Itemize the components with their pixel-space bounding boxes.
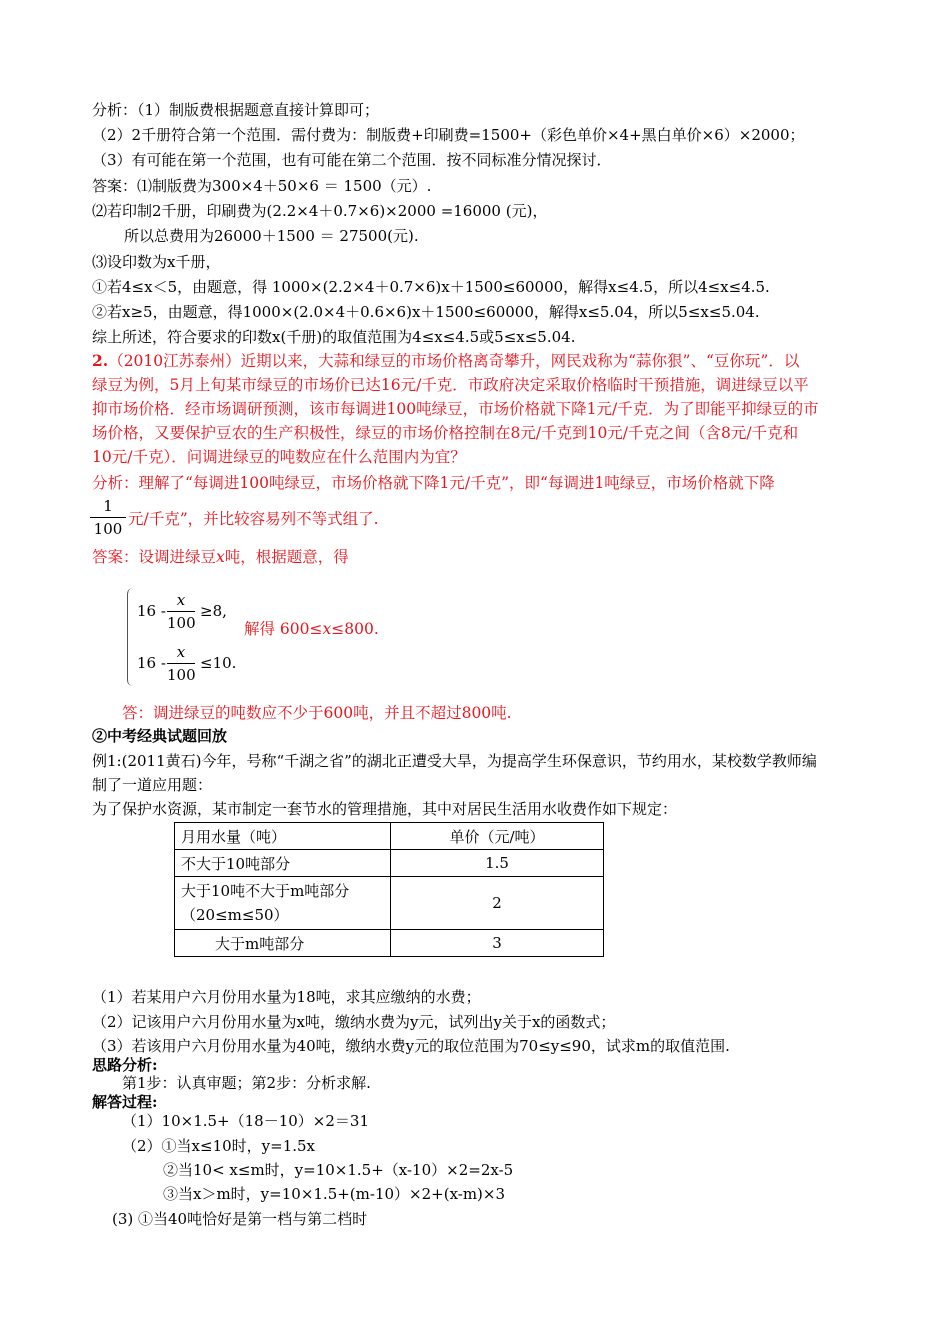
answer-line-7: 综上所述，符合要求的印数x(千册)的取值范围为4≤x≤4.5或5≤x≤5.04. [92,328,576,346]
ineq2-fraction: x 100 [167,643,196,684]
solution-title: 解答过程: [92,1093,158,1111]
problem2-line-3: 抑市场价格．经市场调研预测，该市每调进100吨绿豆，市场价格就下降1元/千克．为了即能平抑绿豆的市 [92,400,819,418]
solution-step-2: （2）①当x≤10时，y=1.5x [122,1137,316,1155]
problem2-final-answer: 答：调进绿豆的吨数应不少于600吨，并且不超过800吨. [122,704,512,722]
ineq2-right: ≤10. [200,654,237,672]
answer-line-3: 所以总费用为26000＋1500 ＝ 27500(元). [124,227,419,245]
solution-step-4: ③当x＞m时，y=10×1.5+(m-10）×2+(x-m)×3 [163,1185,506,1203]
table-header-cell: 月用水量（吨） [175,823,391,850]
analysis-line-2: （2）2千册符合第一个范围．需付费为：制版费+印刷费=1500+（彩色单价×4+黑白单价×6）×2000； [92,126,805,144]
inequality-brace [127,588,136,686]
table-cell: 3 [391,930,604,957]
example-line-3: 为了保护水资源，某市制定一套节水的管理措施，其中对居民生活用水收费作如下规定： [92,800,678,818]
water-price-table [174,822,604,957]
solve-result: 解得 600≤x≤800. [244,620,379,638]
thinking-title: 思路分析: [92,1056,158,1074]
fraction-1-over-100: 1 100 [90,497,126,538]
problem2-analysis-line-1: 分析：理解了“每调进100吨绿豆，市场价格就下降1元/千克”，即“每调进1吨绿豆，市场价格就下降 [92,474,775,492]
example-line-1: 例1:(2011黄石)今年，号称“千湖之省”的湖北正遭受大旱，为提高学生环保意识，节约用水，某校数学教师编 [92,752,817,770]
example-line-2: 制了一道应用题： [92,776,213,794]
answer-line-1: 答案：⑴制版费为300×4＋50×6 ＝ 1500（元）. [92,177,432,195]
section-title: ②中考经典试题回放 [92,727,228,745]
ineq1-fraction: x 100 [167,591,196,632]
table-row [175,850,604,877]
thinking-steps: 第1步：认真审题；第2步：分析求解. [122,1074,371,1092]
problem2-number: 2. [92,351,109,370]
table-header-row [175,823,604,850]
answer-line-5: ①若4≤x＜5，由题意，得 1000×(2.2×4＋0.7×6)x＋1500≤60000，解得x≤4.5，所以4≤x≤4.5. [92,278,770,296]
solution-step-3: ②当10< x≤m时，y=10×1.5+（x-10）×2=2x-5 [163,1161,514,1179]
table-header-cell: 单价（元/吨） [391,823,604,850]
problem2-line-4: 场价格，又要保护豆农的生产积极性，绿豆的市场价格控制在8元/千克到10元/千克之间（含8元/千克和 [92,424,799,442]
table-cell: 1.5 [391,850,604,877]
answer-line-2: ⑵若印制2千册，印刷费为(2.2×4＋0.7×6)×2000 =16000 (元)， [92,202,548,220]
ineq2-left: 16 - [137,654,166,672]
table-cell: 2 [391,877,604,930]
answer-line-6: ②若x≥5，由题意，得1000×(2.0×4＋0.6×6)x＋1500≤60000，解得x≤5.04，所以5≤x≤5.04. [92,303,760,321]
table-row [175,877,604,930]
ineq1-right: ≥8, [200,602,227,620]
question-3: （3）若该用户六月份用水量为40吨，缴纳水费y元的取位范围为70≤y≤90，试求m的取值范围. [92,1037,730,1055]
problem2-line-2: 绿豆为例，5月上旬某市绿豆的市场价已达16元/千克．市政府决定采取价格临时干预措施，调进绿豆以平 [92,376,809,394]
answer-line-4: ⑶设印数为x千册， [92,253,221,271]
ineq1-left: 16 - [137,602,166,620]
table-cell: 不大于10吨部分 [175,850,391,877]
table-cell: 大于10吨不大于m吨部分 （20≤m≤50） [175,877,391,930]
problem2-analysis-line-2: 元/千克”，并比较容易列不等式组了. [128,510,379,528]
analysis-line-3: （3）有可能在第一个范围，也有可能在第二个范围．按不同标准分情况探讨． [92,151,612,169]
table-row [175,930,604,957]
table-cell: 大于m吨部分 [175,930,391,957]
problem2-line-5: 10元/千克）．问调进绿豆的吨数应在什么范围内为宜？ [92,448,466,466]
problem2-answer-line: 答案：设调进绿豆x吨，根据题意，得 [92,548,349,566]
solution-step-1: （1）10×1.5+（18－10）×2＝31 [122,1112,369,1130]
solution-step-5: (3) ①当40吨恰好是第一档与第二档时 [112,1210,368,1228]
analysis-line-1: 分析：（1）制版费根据题意直接计算即可； [92,101,380,119]
question-2: （2）记该用户六月份用水量为x吨，缴纳水费为y元，试列出y关于x的函数式； [92,1013,616,1031]
problem2-line-1: 2.（2010江苏泰州）近期以来，大蒜和绿豆的市场价格离奇攀升，网民戏称为“蒜你狠”、“豆你玩”．以 [92,351,800,370]
question-1: （1）若某用户六月份用水量为18吨，求其应缴纳的水费； [92,988,481,1006]
